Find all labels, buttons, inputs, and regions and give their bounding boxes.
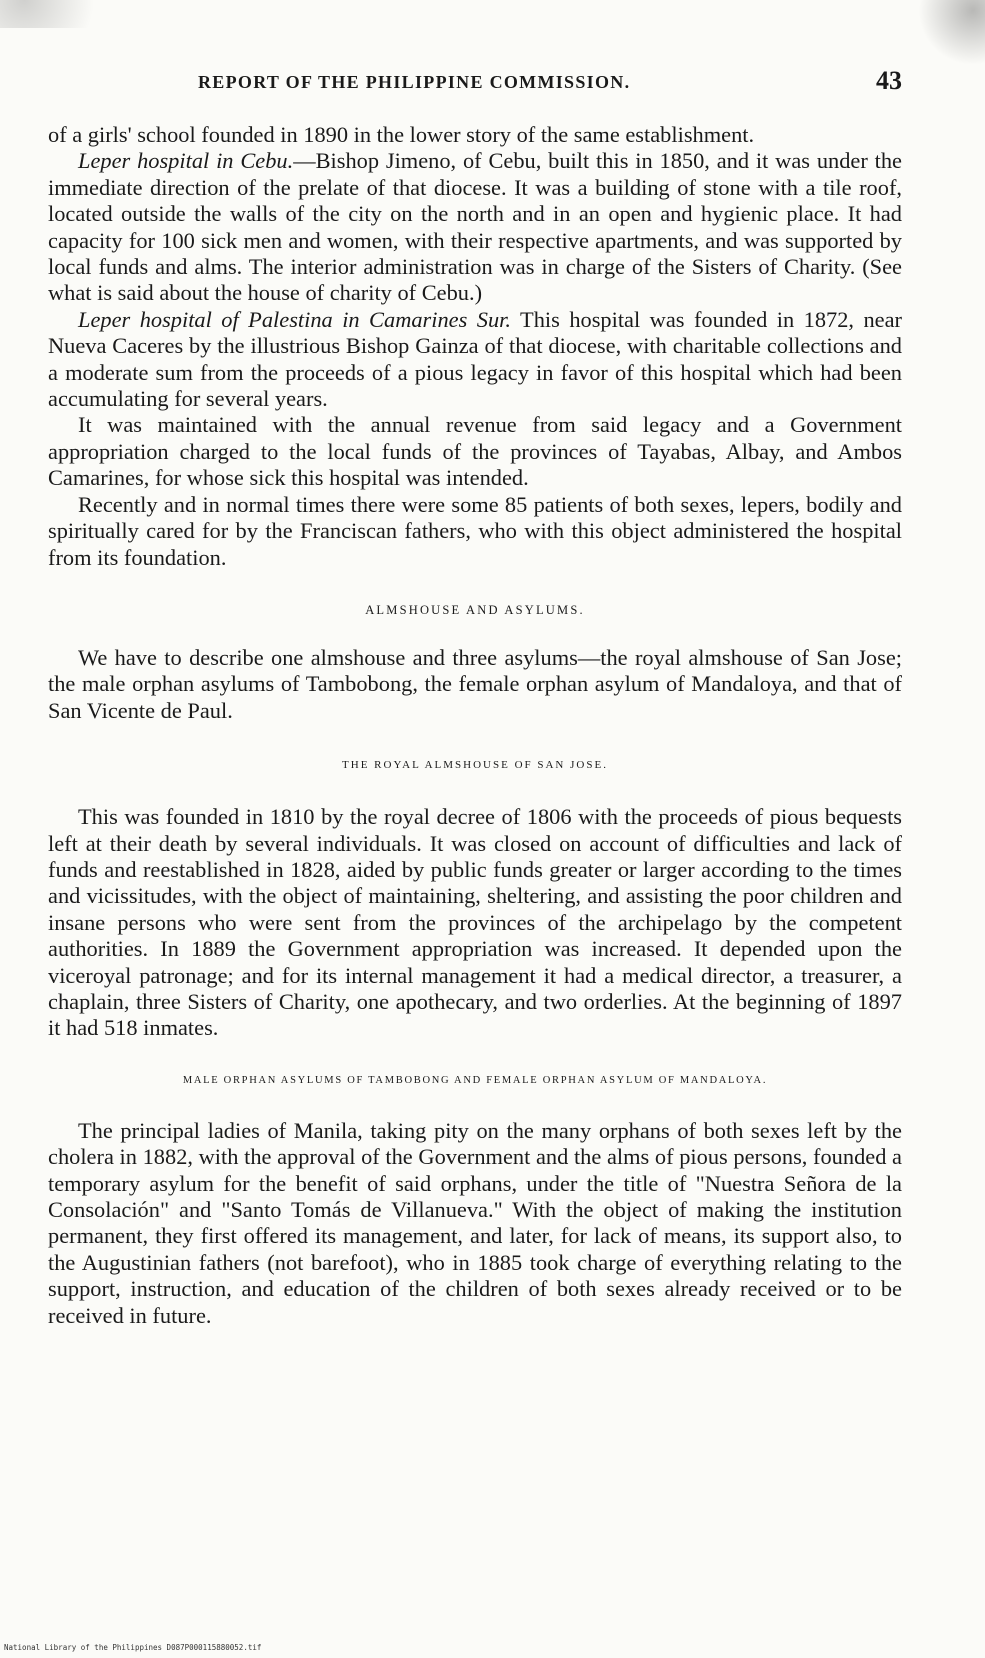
section-heading: MALE ORPHAN ASYLUMS OF TAMBOBONG AND FEMALE ORPHAN ASYLUM OF MANDALOYA. bbox=[182, 1074, 768, 1086]
running-header bbox=[48, 68, 902, 102]
scan-artifact bbox=[905, 0, 985, 70]
page-number: 43 bbox=[876, 66, 902, 95]
scan-artifact bbox=[0, 0, 120, 28]
paragraph: It was maintained with the annual revenue from said legacy and a Government appropriation charged to the local funds of the provinces of Tayabas, Albay, and Ambos Camarines, for whose sick this hospital was intended. bbox=[48, 412, 902, 491]
paragraph: The principal ladies of Manila, taking pity on the many orphans of both sexes left by the cholera in 1882, with the approval of the Government and the alms of pious persons, founded a temporary asylum for the benefit of said orphans, under the title of "Nuestra Señora de la Consolación" and "Santo Tomás de Villanueva." With the object of making the institution permanent, they first offered its management, and later, for lack of means, its support also, to the Augustinian fathers (not barefoot), who in 1885 took charge of everything relating to the support, instruction, and education of the children of both sexes already received or to be received in future. bbox=[48, 1117, 902, 1328]
paragraph-text: —Bishop Jimeno, of Cebu, built this in 1850, and it was under the immediate direction of the prelate of that diocese. It was a building of stone with a tile roof, located outside the walls of the city on the north and in an open and hygienic place. It had capacity for 100 sick men and women, with their respective apartments, and was supported by local funds and alms. The interior administration was in charge of the Sisters of Charity. (See what is said about the house of charity of Cebu.) bbox=[48, 148, 902, 306]
header-title: REPORT OF THE PHILIPPINE COMMISSION. bbox=[198, 72, 631, 92]
paragraph: Recently and in normal times there were some 85 patients of both sexes, lepers, bodily and spiritually cared for by the Franciscan fathers, who with this object administered the hospital from its foundation. bbox=[48, 491, 902, 570]
section-heading: THE ROYAL ALMSHOUSE OF SAN JOSE. bbox=[342, 759, 608, 772]
paragraph-text: This hospital was founded in 1872, near Nueva Caceres by the illustrious Bishop Gainza of that diocese, with charitable collections and a moderate sum from the proceeds of a pious legacy in favor of this hospital which had been accumulating for several years. bbox=[48, 306, 902, 412]
body-text bbox=[48, 122, 902, 1329]
paragraph: of a girls' school founded in 1890 in the lower story of the same establishment. bbox=[48, 122, 755, 147]
paragraph bbox=[48, 148, 902, 306]
paragraph: We have to describe one almshouse and three asylums—the royal almshouse of San Jose; the male orphan asylums of Tambobong, the female orphan asylum of Mandaloya, and that of San Vicente de Paul. bbox=[48, 644, 902, 723]
paragraph bbox=[48, 307, 902, 413]
paragraph: This was founded in 1810 by the royal decree of 1806 with the proceeds of pious bequests left at their death by several individuals. It was closed on account of difficulties and lack of funds and reestablished in 1828, aided by public funds greater or larger according to the times and vicissitudes, with the object of maintaining, sheltering, and assisting the poor children and insane persons who were sent from the provinces of the archipelago by the competent authorities. In 1889 the Government appropriation was increased. It depended upon the viceroyal patronage; and for its internal management it had a medical director, a treasurer, a chaplain, three Sisters of Charity, one apothecary, and two orderlies. At the beginning of 1897 it had 518 inmates. bbox=[48, 804, 902, 1041]
section-title: Leper hospital in Cebu. bbox=[78, 148, 294, 174]
section-heading: ALMSHOUSE AND ASYLUMS. bbox=[365, 602, 585, 617]
scan-source-label: National Library of the Philippines D087P000115880052.tif bbox=[4, 1643, 262, 1652]
section-title: Leper hospital of Palestina in Camarines Sur. bbox=[78, 306, 512, 332]
